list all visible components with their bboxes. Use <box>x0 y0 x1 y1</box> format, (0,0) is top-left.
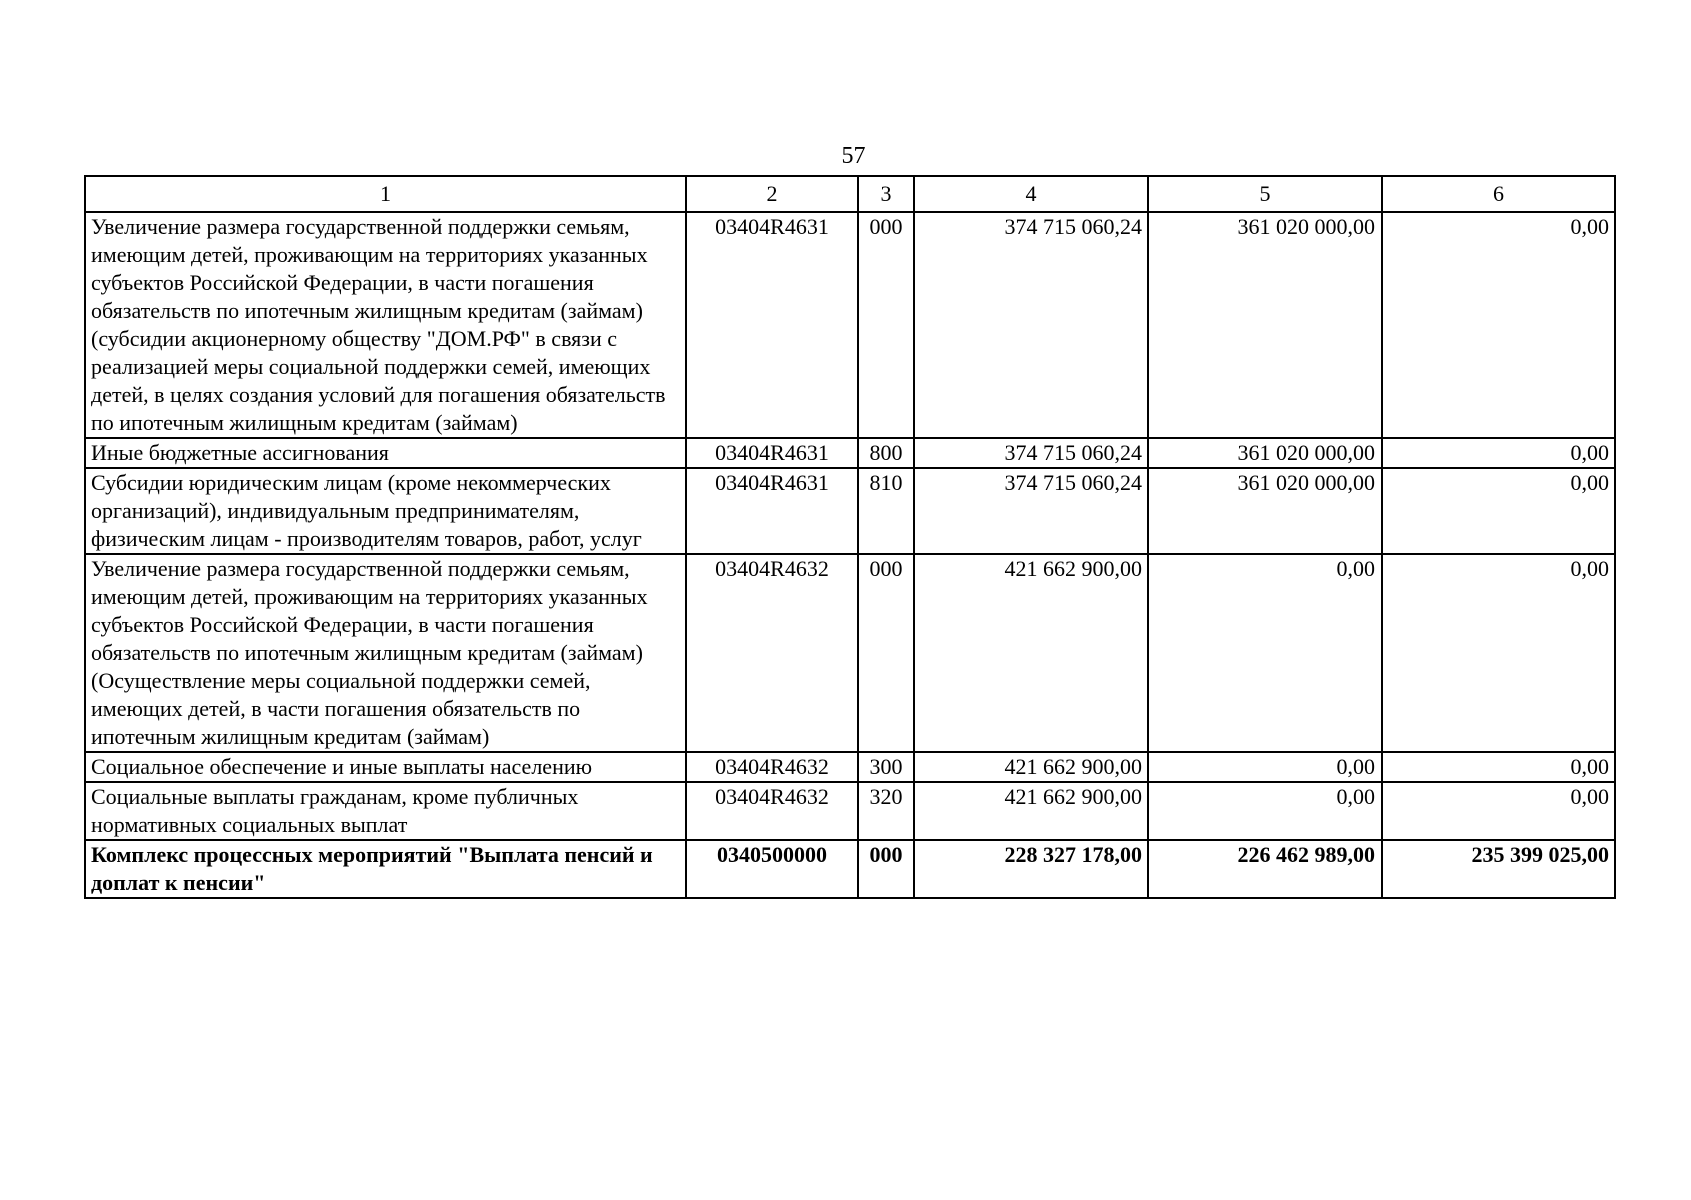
row-expense-type: 300 <box>858 752 914 782</box>
row-value-col5: 0,00 <box>1148 782 1382 840</box>
table-row <box>85 212 1615 438</box>
row-name: Увеличение размера государственной поддержки семьям, имеющим детей, проживающим на территориях указанных субъектов Российской Федерации, в части погашения обязательств по ипотечным жилищным кредитам (займам) (Осуществление меры социальной поддержки семей, имеющих детей, в части погашения обязательств по ипотечным жилищным кредитам (займам) <box>85 554 686 752</box>
row-value-col5: 361 020 000,00 <box>1148 468 1382 554</box>
row-name: Иные бюджетные ассигнования <box>85 438 686 468</box>
row-value-col6: 0,00 <box>1382 554 1615 752</box>
column-header-5: 5 <box>1148 176 1382 212</box>
row-target-code: 03404R4632 <box>686 554 858 752</box>
row-value-col6: 0,00 <box>1382 212 1615 438</box>
row-name: Социальные выплаты гражданам, кроме публичных нормативных социальных выплат <box>85 782 686 840</box>
table-row-total <box>85 840 1615 898</box>
row-value-col4: 421 662 900,00 <box>914 554 1148 752</box>
row-value-col6: 0,00 <box>1382 468 1615 554</box>
row-value-col6: 0,00 <box>1382 782 1615 840</box>
row-value-col4: 374 715 060,24 <box>914 212 1148 438</box>
row-value-col5: 226 462 989,00 <box>1148 840 1382 898</box>
column-header-1: 1 <box>85 176 686 212</box>
row-target-code: 03404R4632 <box>686 782 858 840</box>
row-value-col4: 421 662 900,00 <box>914 782 1148 840</box>
row-name: Субсидии юридическим лицам (кроме некоммерческих организаций), индивидуальным предпринимателям, физическим лицам - производителям товаров, работ, услуг <box>85 468 686 554</box>
row-target-code: 03404R4631 <box>686 438 858 468</box>
column-header-2: 2 <box>686 176 858 212</box>
row-value-col4: 228 327 178,00 <box>914 840 1148 898</box>
row-value-col4: 374 715 060,24 <box>914 468 1148 554</box>
row-name: Комплекс процессных мероприятий "Выплата пенсий и доплат к пенсии" <box>85 840 686 898</box>
row-target-code: 03404R4632 <box>686 752 858 782</box>
row-name: Увеличение размера государственной поддержки семьям, имеющим детей, проживающим на территориях указанных субъектов Российской Федерации, в части погашения обязательств по ипотечным жилищным кредитам (займам) (субсидии акционерному обществу "ДОМ.РФ" в связи с реализацией меры социальной поддержки семей, имеющих детей, в целях создания условий для погашения обязательств по ипотечным жилищным кредитам (займам) <box>85 212 686 438</box>
row-expense-type: 800 <box>858 438 914 468</box>
row-value-col4: 421 662 900,00 <box>914 752 1148 782</box>
row-value-col5: 0,00 <box>1148 752 1382 782</box>
row-expense-type: 000 <box>858 840 914 898</box>
row-value-col6: 235 399 025,00 <box>1382 840 1615 898</box>
row-name: Социальное обеспечение и иные выплаты населению <box>85 752 686 782</box>
table-row <box>85 782 1615 840</box>
row-value-col4: 374 715 060,24 <box>914 438 1148 468</box>
table-row <box>85 438 1615 468</box>
column-header-6: 6 <box>1382 176 1615 212</box>
row-value-col6: 0,00 <box>1382 752 1615 782</box>
header-row <box>85 176 1615 212</box>
budget-table <box>84 175 1616 899</box>
row-value-col6: 0,00 <box>1382 438 1615 468</box>
row-value-col5: 361 020 000,00 <box>1148 212 1382 438</box>
column-header-4: 4 <box>914 176 1148 212</box>
table-row <box>85 468 1615 554</box>
table-row <box>85 752 1615 782</box>
table-row <box>85 554 1615 752</box>
row-expense-type: 000 <box>858 554 914 752</box>
row-value-col5: 361 020 000,00 <box>1148 438 1382 468</box>
row-target-code: 03404R4631 <box>686 468 858 554</box>
row-target-code: 03404R4631 <box>686 212 858 438</box>
row-target-code: 0340500000 <box>686 840 858 898</box>
column-header-3: 3 <box>858 176 914 212</box>
row-expense-type: 000 <box>858 212 914 438</box>
row-value-col5: 0,00 <box>1148 554 1382 752</box>
page-number: 57 <box>841 143 866 169</box>
row-expense-type: 810 <box>858 468 914 554</box>
row-expense-type: 320 <box>858 782 914 840</box>
